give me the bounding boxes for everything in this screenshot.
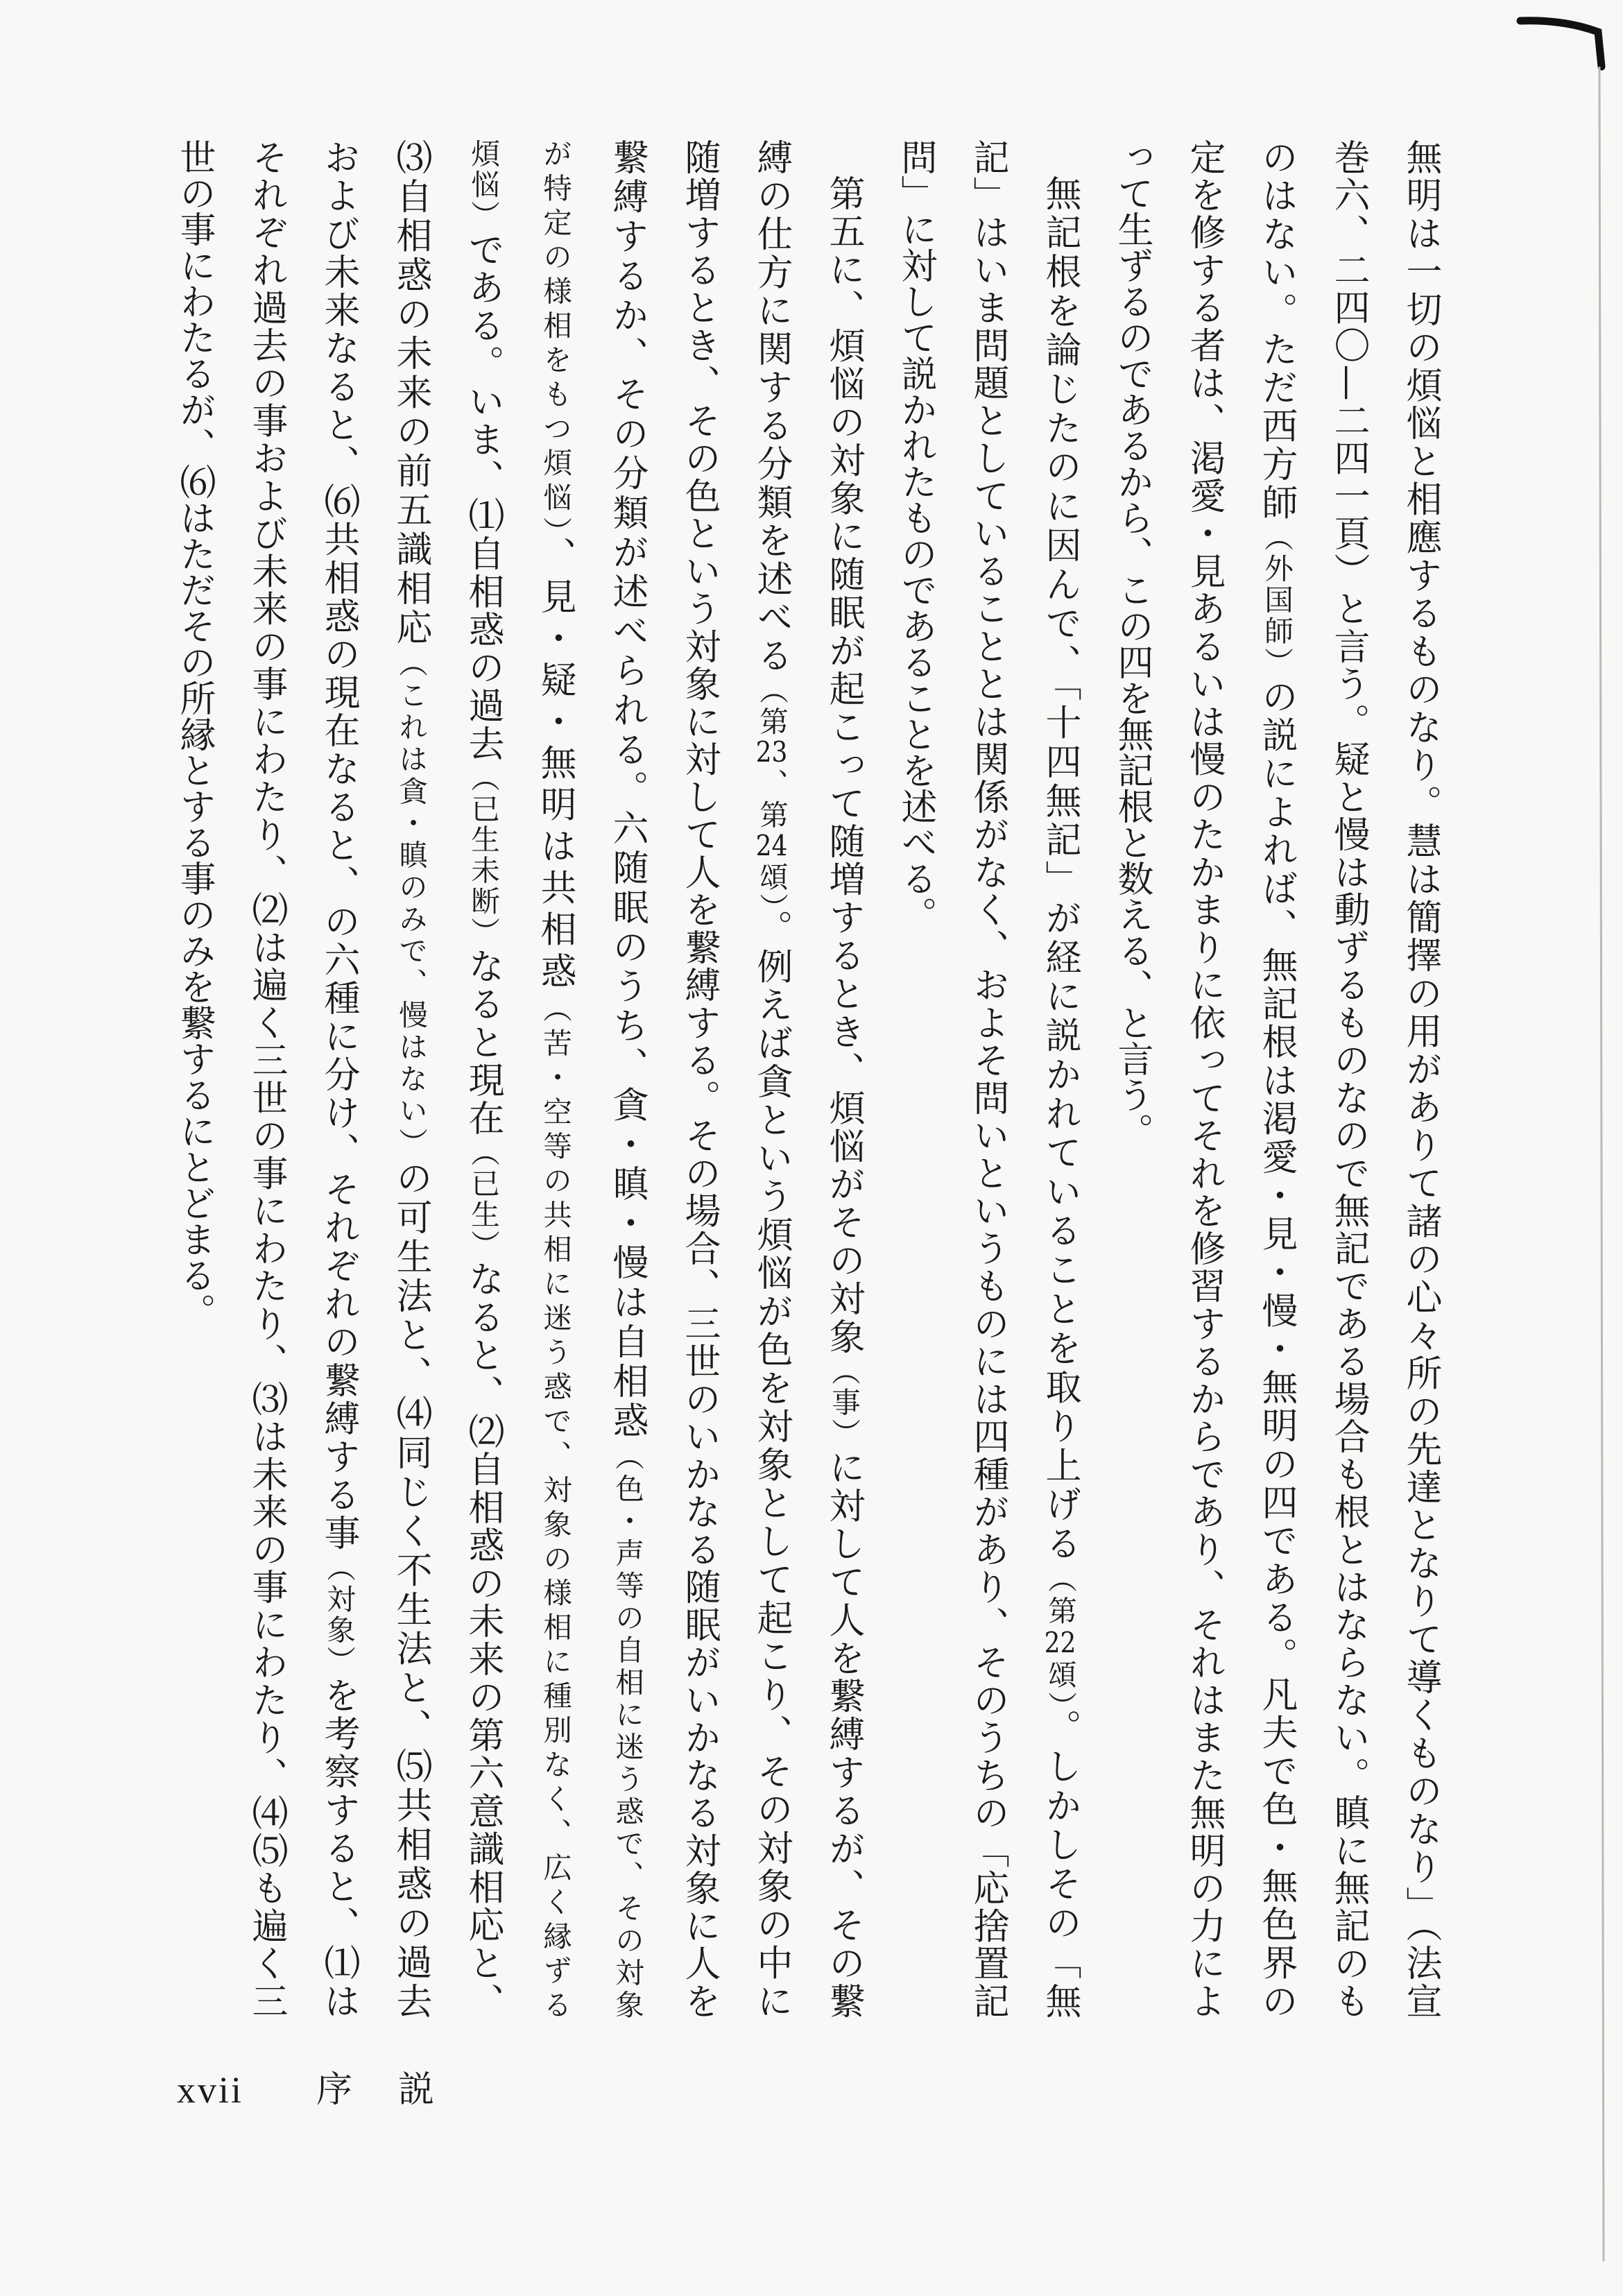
text-column: のはない。ただ西方師（外国師）の説によれば、無記根は渇愛・見・慢・無明の四である。凡夫で色・無色界の [1255, 139, 1297, 2019]
text-column: 随増するとき、その色という対象に対して人を繋縛する。その場合、三世のいかなる随眠がいかなる対象に人を [678, 139, 720, 2019]
inline-note: （色・声等の自相に迷う惑で、その対象 [610, 1441, 644, 2019]
text-column: および未来なると、⑹共相惑の現在なると、の六種に分け、それぞれの繋縛する事（対象）を考察すると、⑴は [318, 139, 359, 2019]
text-column: それぞれ過去の事および未来の事にわたり、⑵は遍く三世の事にわたり、⑶は未来の事にわたり、⑷⑸も遍く三 [246, 139, 287, 2019]
running-head: 序説 [316, 2069, 481, 2111]
scan-corner-mark [1520, 21, 1601, 67]
text-column: 記」はいま問題としていることとは関係がなく、およそ問いというものには四種があり、そのうちの「応捨置記 [967, 139, 1008, 2019]
body-text [158, 139, 1457, 2019]
upright-numeral: 22 [1044, 1627, 1076, 1657]
text-column: 縛の仕方に関する分類を述べる（第23、第24頌）。例えば貪という煩悩が色を対象として起こり、その対象の中に [750, 139, 792, 2019]
text-column: 無明は一切の煩悩と相應するものなり。慧は簡擇の用がありて諸の心々所の先達となりて導くものなり」（法宣 [1400, 139, 1441, 2019]
inline-note: （已生） [466, 1137, 500, 1261]
upright-numeral: 24 [755, 830, 788, 860]
inline-note: （事） [827, 1356, 861, 1449]
inline-note: （外国師） [1260, 522, 1294, 678]
inline-note: （対象） [322, 1552, 356, 1677]
text-column: 問」に対して説かれたものであることを述べる。 [895, 139, 936, 932]
upright-numeral: 23 [755, 737, 788, 766]
text-column: 繋縛するか、その分類が述べられる。六随眠のうち、貪・瞋・慢は自相惑（色・声等の自相に迷う惑で、その対象 [606, 139, 648, 2019]
page-footer [177, 2069, 481, 2111]
text-column: 第五に、煩悩の対象に随眠が起こって随増するとき、煩悩がその対象（事）に対して人を繋縛するが、その繋 [823, 175, 864, 2019]
text-column: って生ずるのであるから、この四を無記根と数える、と言う。 [1111, 139, 1153, 1149]
text-column: 巻六、二四〇—二四一頁）と言う。疑と慢は動ずるものなので無記である場合も根とはならない。瞋に無記のも [1328, 139, 1369, 2019]
inline-note: 煩悩） [466, 139, 500, 232]
text-column: 世の事にわたるが、⑹はただその所縁とする事のみを繋するにとどまる。 [173, 139, 215, 1329]
text-column: 定を修する者は、渇愛・見あるいは慢のたかまりに依ってそれを修習するからであり、それはまた無明の力によ [1183, 139, 1225, 2019]
inline-note: （已生未断） [466, 762, 500, 948]
text-column: が特定の様相をもつ煩悩）、見・疑・無明は共相惑（苦・空等の共相に迷う惑で、対象の様相に種別なく、広く縁ずる [534, 139, 576, 2019]
text-column: 無記根を論じたのに因んで、「十四無記」が経に説かれていることを取り上げる（第22頌）。しかしその「無 [1039, 175, 1081, 2019]
scan-edge-line [1599, 67, 1604, 2261]
text-column: ⑶自相惑の未来の前五識相応（これは貪・瞋のみで、慢はない）の可生法と、⑷同じく不生法と、⑸共相惑の過去 [390, 139, 431, 2019]
inline-note: （苦・空等の共相に迷う惑で、対象の様相に種別なく、広く縁ずる [538, 993, 572, 2019]
inline-note: が特定の様相をもつ煩悩） [538, 139, 572, 537]
inline-note: （第22頌） [1043, 1563, 1077, 1709]
inline-note: （第23、第24頌） [755, 675, 789, 910]
page-number: xvii [177, 2069, 244, 2111]
text-column: 煩悩）である。いま、⑴自相惑の過去（已生未断）なると現在（已生）なると、⑵自相惑の未来の第六意識相応と、 [462, 139, 504, 2019]
inline-note: （これは貪・瞋のみで、慢はない） [394, 648, 428, 1160]
